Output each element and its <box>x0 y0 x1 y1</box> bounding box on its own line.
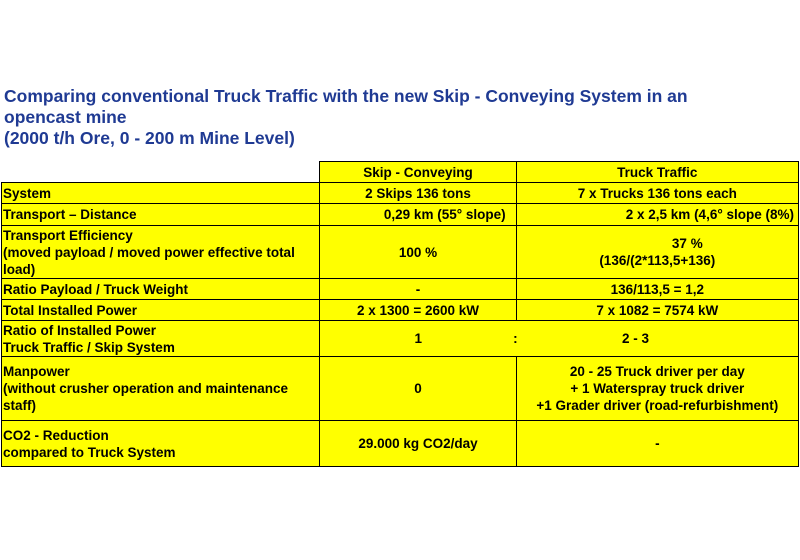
row-label-line: compared to Truck System <box>3 444 176 460</box>
skip-value <box>320 357 516 421</box>
ratio-wrapper <box>513 330 797 347</box>
skip-value-line: 0,29 km (55° slope) <box>383 207 506 222</box>
truck-value-line: + 1 Waterspray truck driver <box>570 381 745 396</box>
truck-value-line: - <box>655 436 660 451</box>
table-row <box>2 321 799 357</box>
row-label <box>2 357 320 421</box>
truck-value-line: 20 - 25 Truck driver per day <box>569 364 745 379</box>
skip-value-line: 2 x 1300 = 2600 kW <box>357 302 479 318</box>
row-label <box>2 204 320 226</box>
row-label-line: (moved payload / moved power effective total <box>3 244 295 260</box>
row-label-line: Manpower <box>3 364 70 379</box>
ratio-colon: : <box>513 331 518 346</box>
row-label-line: Total Installed Power <box>3 302 138 318</box>
truck-value-line: (136/(2*113,5+136) <box>599 253 716 268</box>
truck-value <box>516 204 798 226</box>
row-label-line: staff) <box>3 398 36 413</box>
skip-value <box>320 226 516 279</box>
page-title <box>4 86 794 149</box>
truck-value-line: 37 % <box>671 236 703 251</box>
row-label-line: Truck Traffic / Skip System <box>3 339 175 355</box>
skip-value <box>320 421 516 467</box>
title-line-2: opencast mine <box>4 107 127 127</box>
truck-value-line: 136/113,5 = 1,2 <box>610 281 705 297</box>
skip-value <box>320 204 516 226</box>
row-label-line: load) <box>3 261 36 277</box>
row-label <box>2 421 320 467</box>
table-row <box>2 204 799 226</box>
row-label-line: Transport Efficiency <box>3 227 133 243</box>
header-empty-cell <box>2 162 320 183</box>
skip-value-line: 0 <box>414 381 422 396</box>
table-row <box>2 357 799 421</box>
truck-value <box>516 183 798 204</box>
skip-value <box>320 321 516 357</box>
skip-value <box>320 300 516 321</box>
table-row <box>2 226 799 279</box>
row-label <box>2 300 320 321</box>
truck-value-line: 2 - 3 <box>621 331 649 346</box>
skip-value-line: 2 Skips 136 tons <box>365 185 471 201</box>
row-label <box>2 321 320 357</box>
truck-value-line: +1 Grader driver (road-refurbishment) <box>536 398 779 413</box>
skip-value-line: 1 <box>414 331 423 346</box>
row-label-line: (without crusher operation and maintenance <box>3 381 289 396</box>
table-row <box>2 421 799 467</box>
truck-value <box>516 357 798 421</box>
row-label-line: System <box>3 185 52 201</box>
header-skip-conveying: Skip - Conveying <box>320 162 516 183</box>
skip-value-line: 29.000 kg CO2/day <box>358 436 478 451</box>
truck-value <box>516 279 798 300</box>
title-line-3: (2000 t/h Ore, 0 - 200 m Mine Level) <box>4 128 295 148</box>
truck-value <box>516 421 798 467</box>
table-header-row <box>2 162 799 183</box>
truck-value <box>516 300 798 321</box>
truck-value <box>516 226 798 279</box>
row-label <box>2 183 320 204</box>
truck-value <box>513 321 798 357</box>
table-row <box>2 183 799 204</box>
row-label <box>2 226 320 279</box>
table-row <box>2 279 799 300</box>
truck-value-line: 7 x 1082 = 7574 kW <box>596 302 719 318</box>
truck-value-line: 2 x 2,5 km (4,6° slope (8%) <box>625 207 794 222</box>
truck-value-line: 7 x Trucks 136 tons each <box>577 185 737 201</box>
skip-value <box>320 279 516 300</box>
row-label-line: CO2 - Reduction <box>3 427 109 443</box>
skip-value <box>320 183 516 204</box>
row-label-line: Ratio of Installed Power <box>3 322 157 338</box>
comparison-table <box>1 161 799 467</box>
row-label-line: Transport – Distance <box>3 207 137 222</box>
row-label-line: Ratio Payload / Truck Weight <box>3 281 189 297</box>
skip-value-line: 100 % <box>398 244 438 260</box>
title-line-1: Comparing conventional Truck Traffic with the new Skip - Conveying System in an <box>4 86 688 106</box>
table-row <box>2 300 799 321</box>
row-label <box>2 279 320 300</box>
skip-value-line: - <box>415 281 421 297</box>
header-truck-traffic: Truck Traffic <box>516 162 798 183</box>
